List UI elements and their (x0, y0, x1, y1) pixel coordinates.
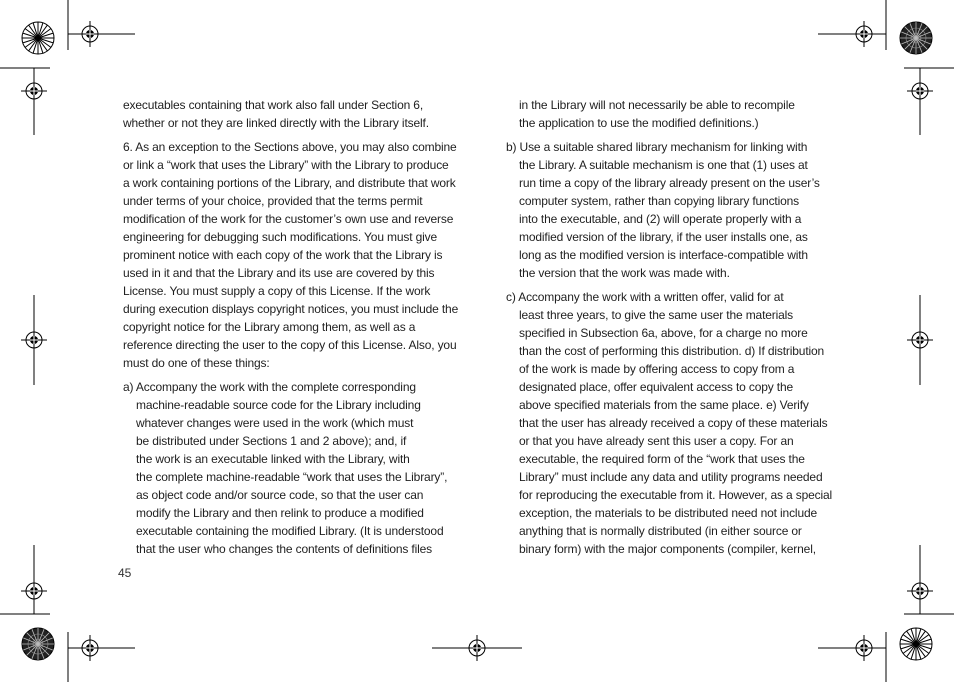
text-line: prominent notice with each copy of the work that the Library is (123, 248, 443, 262)
text-line: Library” must include any data and utility programs needed (519, 470, 823, 484)
text-line: modified version of the library, if the user installs one, as (519, 230, 808, 244)
text-line: b) Use a suitable shared library mechanism for linking with (506, 140, 808, 154)
text-line: the application to use the modified definitions.) (519, 116, 759, 130)
registration-mark-icon (851, 21, 877, 47)
text-line: into the executable, and (2) will operate properly with a (519, 212, 802, 226)
text-line: during execution displays copyright notices, you must include the (123, 302, 459, 316)
text-line: 6. As an exception to the Sections above, you may also combine (123, 140, 457, 154)
text-line: binary form) with the major components (compiler, kernel, (519, 542, 816, 556)
text-line: executables containing that work also fall under Section 6, (123, 98, 424, 112)
text-line: computer system, rather than copying library functions (519, 194, 800, 208)
text-line: the work is an executable linked with the Library, with (136, 452, 410, 466)
text-line: exception, the materials to be distributed need not include (519, 506, 818, 520)
registration-mark-icon (21, 327, 47, 353)
text-line: that the user who changes the contents of definitions files (136, 542, 433, 556)
text-line: whether or not they are linked directly with the Library itself. (123, 116, 429, 130)
star-target-icon (900, 22, 932, 54)
text-line: a) Accompany the work with the complete corresponding (123, 380, 416, 394)
registration-mark-icon (21, 578, 47, 604)
text-line: for reproducing the executable from it. However, as a special (519, 488, 833, 502)
registration-mark-icon (907, 578, 933, 604)
list-item-b (506, 138, 842, 282)
text-line: than the cost of performing this distribution. d) If distribution (519, 344, 825, 358)
text-line: License. You must supply a copy of this License. If the work (123, 284, 431, 298)
registration-mark-icon (907, 78, 933, 104)
text-line: used in it and that the Library and its use are covered by this (123, 266, 435, 280)
text-line: specified in Subsection 6a, above, for a charge no more (519, 326, 808, 340)
text-line: in the Library will not necessarily be able to recompile (519, 98, 795, 112)
text-line: the Library. A suitable mechanism is one that (1) uses at (519, 158, 808, 172)
text-line: or link a “work that uses the Library” with the Library to produce (123, 158, 449, 172)
registration-mark-icon (21, 78, 47, 104)
text-line: anything that is normally distributed (in either source or (519, 524, 802, 538)
text-line: run time a copy of the library already present on the user’s (519, 176, 820, 190)
text-line: least three years, to give the same user the materials (519, 308, 794, 322)
paragraph-section-6 (123, 138, 465, 372)
text-line: copyright notice for the Library among them, as well as a (123, 320, 416, 334)
list-item-a-continued (506, 96, 842, 132)
registration-mark-icon (851, 635, 877, 661)
text-line: that the user has already received a copy of these materials (519, 416, 828, 430)
star-target-icon (22, 628, 54, 660)
text-line: above specified materials from the same place. e) Verify (519, 398, 809, 412)
text-line: executable, the required form of the “work that uses the (519, 452, 805, 466)
text-line: modification of the work for the customer’s own use and reverse (123, 212, 454, 226)
text-line: under terms of your choice, provided that the terms permit (123, 194, 423, 208)
registration-mark-icon (907, 327, 933, 353)
list-item-a (123, 378, 465, 558)
text-line: c) Accompany the work with a written offer, valid for at (506, 290, 784, 304)
text-line: the version that the work was made with. (519, 266, 730, 280)
paragraph (123, 96, 465, 132)
text-line: must do one of these things: (123, 356, 270, 370)
text-line: a work containing portions of the Library, and distribute that work (123, 176, 456, 190)
text-line: engineering for debugging such modifications. You must give (123, 230, 438, 244)
text-line: executable containing the modified Library. (It is understood (136, 524, 444, 538)
text-line: of the work is made by offering access to copy from a (519, 362, 795, 376)
text-line: designated place, offer equivalent access to copy the (519, 380, 794, 394)
text-line: whatever changes were used in the work (which must (136, 416, 414, 430)
right-column (506, 96, 842, 564)
text-line: the complete machine-readable “work that uses the Library”, (136, 470, 448, 484)
text-line: as object code and/or source code, so that the user can (136, 488, 424, 502)
star-target-icon (22, 22, 54, 54)
text-line: machine-readable source code for the Library including (136, 398, 421, 412)
text-line: be distributed under Sections 1 and 2 above); and, if (136, 434, 407, 448)
text-line: or that you have already sent this user a copy. For an (519, 434, 794, 448)
text-line: modify the Library and then relink to produce a modified (136, 506, 424, 520)
registration-mark-icon (464, 635, 490, 661)
list-item-c (506, 288, 842, 558)
star-target-icon (900, 628, 932, 660)
text-line: reference directing the user to the copy of this License. Also, you (123, 338, 457, 352)
registration-mark-icon (77, 21, 103, 47)
page-number: 45 (118, 566, 132, 580)
text-line: long as the modified version is interface-compatible with (519, 248, 808, 262)
left-column (123, 96, 465, 564)
registration-mark-icon (77, 635, 103, 661)
